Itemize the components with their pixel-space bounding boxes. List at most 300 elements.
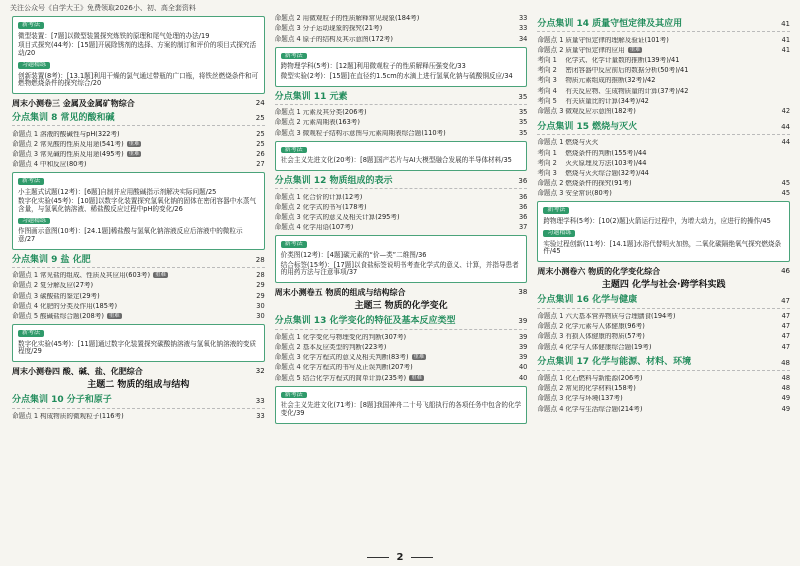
item-label: 考向 5 bbox=[537, 96, 557, 105]
section-heading[interactable]: 分点集训 8 常见的酸和碱 25 bbox=[12, 113, 265, 126]
item-label: 考向 3 bbox=[537, 169, 557, 178]
section-heading[interactable]: 分点集训 14 质量守恒定律及其应用 41 bbox=[537, 19, 790, 32]
list-item[interactable] bbox=[537, 138, 790, 148]
item-text-value: 有关反应物、生成物质量的计算(37考)/42 bbox=[565, 87, 689, 95]
item-label: 命题点 3 bbox=[274, 24, 301, 33]
list-item[interactable] bbox=[537, 35, 790, 45]
list-item[interactable] bbox=[537, 46, 790, 56]
item-page: 25 bbox=[256, 139, 265, 148]
item-text bbox=[565, 88, 774, 96]
item-page: 35 bbox=[518, 108, 528, 117]
item-text bbox=[40, 151, 249, 159]
item-text bbox=[40, 303, 249, 311]
item-page: 47 bbox=[781, 312, 791, 320]
item-text bbox=[565, 375, 774, 383]
box-line: 作图画示意图(10考)：[24.1题]稀盐酸与氢氧化钠溶液反应后溶液中的微粒示意/27 bbox=[18, 227, 243, 244]
item-label: 命题点 3 bbox=[537, 189, 564, 198]
list-item[interactable] bbox=[537, 66, 790, 76]
item-list bbox=[12, 412, 265, 422]
highlight-box bbox=[275, 47, 528, 87]
item-label: 命题点 2 bbox=[274, 118, 301, 127]
item-page: 30 bbox=[256, 301, 265, 310]
item-text-value: 化学元素与人体健康(96考) bbox=[565, 323, 645, 331]
list-item[interactable] bbox=[275, 343, 528, 353]
item-text-value: 酸碱盐综合题(208考) bbox=[40, 312, 104, 321]
list-item[interactable] bbox=[275, 34, 528, 44]
section-heading[interactable]: 分点集训 16 化学与健康 47 bbox=[537, 295, 790, 308]
item-label: 命题点 1 bbox=[537, 35, 564, 44]
item-text-value: 常见盐的组成、性质及其应用(603考) bbox=[40, 272, 151, 280]
item-text bbox=[565, 323, 774, 331]
list-item[interactable] bbox=[275, 373, 528, 383]
item-label: 命题点 4 bbox=[12, 301, 39, 310]
list-item[interactable] bbox=[12, 412, 265, 422]
item-text-value: 化学方程式的书写及正误判断(207考) bbox=[302, 364, 413, 372]
list-item[interactable] bbox=[537, 312, 790, 322]
item-page: 39 bbox=[518, 332, 528, 341]
list-item[interactable] bbox=[12, 281, 265, 291]
box-line: 微型实验(2考)：[15题]在直径约1.5cm的水滴上进行氢氧化钠与硫酸铜反应/34 bbox=[280, 72, 513, 81]
item-label: 命题点 2 bbox=[537, 384, 564, 393]
item-label: 命题点 2 bbox=[274, 202, 301, 211]
item-page: 39 bbox=[518, 353, 528, 362]
item-text-value: 碳酸盐的鉴定(29考) bbox=[40, 292, 100, 300]
item-page: 41 bbox=[781, 35, 791, 44]
item-text-value: 燃烧条件的判断(155考)/44 bbox=[565, 149, 647, 157]
item-text-value: 元素周期表(163考) bbox=[302, 119, 360, 127]
list-item[interactable] bbox=[537, 148, 790, 158]
list-item[interactable] bbox=[275, 363, 528, 373]
list-item[interactable] bbox=[12, 150, 265, 160]
key-point-badge: 重难 bbox=[128, 150, 140, 157]
item-page: 37 bbox=[518, 223, 528, 232]
weekly-test-heading[interactable]: 周末小测卷四 酸、碱、盐、化肥综合 32 bbox=[12, 366, 265, 376]
list-item[interactable] bbox=[275, 128, 528, 138]
item-page: 49 bbox=[781, 404, 791, 413]
item-text bbox=[40, 272, 249, 280]
item-page: 47 bbox=[781, 322, 791, 331]
item-text bbox=[40, 313, 249, 321]
key-point-badge: 重难 bbox=[411, 374, 422, 381]
item-label: 命题点 2 bbox=[274, 14, 301, 23]
item-list bbox=[537, 312, 790, 353]
item-label: 命题点 3 bbox=[537, 394, 564, 403]
item-text bbox=[303, 130, 512, 138]
item-text-value: 化石燃料与新能源(206考) bbox=[565, 375, 643, 383]
item-page: 29 bbox=[256, 291, 265, 300]
item-text bbox=[303, 344, 512, 352]
list-item[interactable] bbox=[537, 86, 790, 96]
item-label: 考向 2 bbox=[537, 158, 557, 167]
item-text bbox=[565, 406, 774, 414]
item-page: 39 bbox=[518, 343, 528, 352]
item-page: 34 bbox=[518, 34, 528, 43]
list-item[interactable] bbox=[537, 332, 790, 342]
list-item[interactable] bbox=[537, 159, 790, 169]
item-label: 命题点 4 bbox=[274, 223, 301, 232]
list-item[interactable] bbox=[275, 108, 528, 118]
list-item[interactable] bbox=[275, 118, 528, 128]
item-list bbox=[537, 374, 790, 415]
box-tag: 新考法 bbox=[18, 330, 44, 337]
item-text bbox=[565, 395, 774, 403]
list-item[interactable] bbox=[537, 107, 790, 117]
list-item[interactable] bbox=[12, 139, 265, 149]
item-list bbox=[275, 14, 528, 45]
item-text-value: 化学方程式的意义及相关判断(83考) bbox=[302, 354, 409, 362]
item-page: 45 bbox=[781, 179, 791, 188]
item-text bbox=[565, 77, 774, 85]
item-text bbox=[565, 190, 774, 198]
box-tag: 新考法 bbox=[543, 207, 569, 214]
box-tag: 新考法 bbox=[281, 241, 307, 248]
top-note: 关注公众号《自学大王》免费领取2026小、初、高全套资料 bbox=[10, 4, 196, 12]
item-text-value: 化学与环境(137考) bbox=[565, 395, 623, 403]
list-item[interactable] bbox=[537, 384, 790, 394]
item-text-value: 溶液的酸碱性与pH(322考) bbox=[40, 130, 120, 138]
item-label: 命题点 1 bbox=[12, 271, 39, 280]
item-label: 命题点 1 bbox=[537, 312, 564, 320]
item-label: 命题点 2 bbox=[12, 281, 39, 290]
list-item[interactable] bbox=[12, 129, 265, 139]
item-page: 30 bbox=[256, 312, 265, 321]
item-page: 27 bbox=[256, 160, 265, 169]
item-text-value: 化肥的分类及作用(185考) bbox=[40, 302, 118, 310]
item-label: 命题点 3 bbox=[274, 353, 301, 362]
item-page: 35 bbox=[518, 118, 528, 127]
item-text-value: 微观反应示意图(182考) bbox=[565, 107, 636, 115]
item-text-value: 燃烧条件的探究(91考) bbox=[565, 180, 632, 188]
box-line: 社会主义先进文化(71考)：[8题]我国神舟二十号飞船执行的各项任务中包含的化学变化/39 bbox=[280, 401, 522, 417]
list-item[interactable] bbox=[275, 223, 528, 233]
item-page: 36 bbox=[518, 213, 528, 221]
theme-title: 主题四 化学与社会·跨学科实践 bbox=[601, 280, 726, 291]
item-page: 26 bbox=[256, 149, 265, 158]
highlight-box bbox=[275, 386, 528, 424]
key-point-badge: 重难 bbox=[108, 312, 120, 319]
box-tag: 新考法 bbox=[281, 392, 307, 399]
item-label: 命题点 2 bbox=[12, 139, 39, 148]
box-line: 价类图(12考)：[4题]碳元素的“价—类”二维图/36 bbox=[280, 250, 427, 259]
item-page: 29 bbox=[256, 281, 265, 290]
list-item[interactable] bbox=[275, 192, 528, 202]
item-text-value: 基本反应类型的判断(223考) bbox=[302, 344, 387, 352]
box-line: 创新装置(8考)：[13.1题]利用干燥的氯气通过带瓶的广口瓶，将铁丝燃烧条件和可燃物燃烧条件的探究综合/20 bbox=[18, 71, 259, 88]
highlight-box bbox=[12, 16, 265, 94]
item-list bbox=[12, 271, 265, 322]
column-3 bbox=[537, 14, 790, 548]
section-heading[interactable]: 分点集训 15 燃烧与灭火 44 bbox=[537, 122, 790, 135]
list-item[interactable] bbox=[537, 374, 790, 384]
item-label: 命题点 1 bbox=[274, 332, 301, 341]
item-label: 命题点 1 bbox=[12, 129, 39, 138]
item-text-value: 化学式的书写(178考) bbox=[302, 203, 367, 211]
item-text-value: 化学用语(107考) bbox=[302, 224, 354, 232]
item-text bbox=[303, 204, 512, 212]
column-1 bbox=[12, 14, 265, 548]
list-item[interactable] bbox=[537, 189, 790, 199]
item-text bbox=[565, 160, 774, 168]
list-item[interactable] bbox=[12, 160, 265, 170]
item-text bbox=[40, 293, 249, 301]
item-text-value: 质量守恒定律的应用 bbox=[565, 46, 625, 54]
item-text bbox=[565, 313, 774, 321]
list-item[interactable] bbox=[537, 404, 790, 414]
key-point-badge: 重难 bbox=[128, 140, 140, 147]
item-text bbox=[303, 375, 512, 383]
box-line: 项目式探究(44考)：[15题]开展除锈剂的选择、方案的制订和评价的项目式探究活动/20 bbox=[18, 41, 257, 58]
item-label: 命题点 1 bbox=[12, 412, 39, 421]
item-page: 48 bbox=[781, 374, 791, 383]
item-text bbox=[565, 150, 774, 158]
item-text bbox=[303, 36, 512, 44]
item-text bbox=[40, 282, 249, 290]
item-page: 40 bbox=[518, 363, 528, 372]
weekly-test-heading[interactable]: 周末小测卷五 物质的组成与结构综合 38 bbox=[274, 287, 528, 297]
theme-title: 主题三 物质的化学变化 bbox=[354, 300, 448, 311]
box-line: 数字化实验(45考)：[11题]通过数字化装置探究碳酸钠溶液与氢氧化钠溶液的变质程度/29 bbox=[18, 339, 257, 356]
item-label: 考向 1 bbox=[537, 56, 557, 65]
item-text-value: 化学变化与物理变化的判断(307考) bbox=[302, 333, 407, 341]
item-text-value: 密闭容器中反应前后的数据分析(50考)/41 bbox=[565, 67, 689, 75]
highlight-box bbox=[12, 324, 265, 362]
box-line: 跨物理学科(5考)：[12题]利用微观粒子的性质解释压强变化/33 bbox=[280, 62, 466, 71]
box-line: 结合标签(15考)：[17题]以食盐标签说明书考查化学式的意义、计算，并指导患者的用药方法与注意事项/37 bbox=[280, 260, 519, 277]
list-item[interactable] bbox=[275, 333, 528, 343]
item-label: 命题点 4 bbox=[12, 160, 39, 169]
section-heading[interactable]: 分点集训 13 化学变化的特征及基本反应类型 39 bbox=[275, 316, 528, 329]
item-text-value: 化学与人体健康综合题(19考) bbox=[565, 343, 652, 351]
item-text bbox=[565, 67, 774, 75]
item-text-value: 化合价的计算(12考) bbox=[302, 193, 363, 201]
list-item[interactable] bbox=[275, 203, 528, 213]
list-item[interactable] bbox=[537, 322, 790, 332]
item-text bbox=[303, 224, 512, 232]
item-text-value: 微观粒子结构示意图与元素周期表综合题(110考) bbox=[302, 129, 446, 137]
item-text bbox=[303, 109, 512, 117]
item-text-value: 燃烧与灭火综合题(32考)/44 bbox=[565, 170, 649, 178]
list-item[interactable] bbox=[537, 342, 790, 352]
weekly-test-heading[interactable]: 周末小测卷三 金属及金属矿物综合 24 bbox=[12, 98, 265, 108]
item-text bbox=[303, 119, 512, 127]
key-point-badge: 重难 bbox=[413, 354, 425, 361]
key-point-badge: 重难 bbox=[155, 272, 166, 279]
box-tag: 新考法 bbox=[18, 22, 44, 29]
highlight-box bbox=[275, 235, 528, 283]
item-text bbox=[303, 214, 512, 222]
box-line: 数字化实验(45考)：[10题]以数字化装置探究氢氧化钠的固体在密闭容器中水蒸气含量，与氢氧化钠溶液、稀盐酸反应过程中pH的变化/26 bbox=[18, 197, 257, 213]
item-page: 25 bbox=[256, 129, 265, 138]
section-heading[interactable]: 分点集训 12 物质组成的表示 36 bbox=[275, 176, 528, 189]
item-page: 35 bbox=[518, 128, 528, 137]
item-text bbox=[40, 141, 249, 149]
highlight-box bbox=[275, 141, 528, 171]
item-text-value: 常见的化学材料(158考) bbox=[565, 385, 636, 393]
list-item[interactable] bbox=[12, 291, 265, 301]
list-item[interactable] bbox=[275, 213, 528, 223]
item-label: 考向 2 bbox=[537, 66, 557, 75]
item-text-value: 化学式、化学计量数的推断(139考)/41 bbox=[565, 57, 680, 65]
item-text-value: 中和反应(80考) bbox=[40, 161, 87, 169]
item-page: 49 bbox=[781, 394, 791, 403]
item-text bbox=[303, 334, 512, 342]
item-text bbox=[303, 25, 512, 33]
item-label: 考向 4 bbox=[537, 86, 557, 95]
item-text bbox=[40, 131, 249, 139]
list-item[interactable] bbox=[537, 169, 790, 179]
list-item[interactable] bbox=[275, 353, 528, 363]
item-label: 命题点 1 bbox=[537, 374, 564, 383]
item-text-value: 灭火原理及方法(103考)/44 bbox=[565, 159, 647, 167]
item-text bbox=[565, 333, 774, 341]
item-text-value: 用微观粒子的性质解释常见现象(184考) bbox=[302, 15, 420, 23]
item-label: 命题点 2 bbox=[274, 343, 301, 352]
item-label: 命题点 2 bbox=[537, 322, 564, 331]
item-text bbox=[565, 37, 774, 45]
key-point-badge: 重难 bbox=[629, 46, 641, 53]
item-label: 命题点 4 bbox=[274, 34, 301, 43]
item-page: 33 bbox=[518, 24, 528, 33]
item-text-value: 复分解反应(27考) bbox=[40, 282, 94, 290]
item-text-value: 燃烧与灭火 bbox=[565, 139, 599, 147]
item-label: 命题点 3 bbox=[274, 213, 301, 221]
item-page: 33 bbox=[256, 412, 265, 421]
list-item[interactable] bbox=[12, 302, 265, 312]
item-page: 47 bbox=[781, 332, 791, 341]
box-line: 微型装置：[7题]以微型装置探究炼铁的原理和尾气处理的办法/19 bbox=[18, 31, 210, 40]
item-text-value: 质量守恒定律的理解及验证(101考) bbox=[565, 36, 669, 44]
item-text-value: 结合化学方程式的简单计算(235考) bbox=[302, 374, 407, 382]
theme-title: 主题二 物质的组成与结构 bbox=[87, 380, 190, 391]
highlight-box bbox=[12, 172, 265, 250]
item-text bbox=[565, 108, 774, 116]
list-item[interactable] bbox=[537, 56, 790, 66]
weekly-test-heading[interactable]: 周末小测卷六 物质的化学变化综合 46 bbox=[537, 266, 791, 276]
section-heading[interactable]: 分点集训 9 盐 化肥 28 bbox=[12, 255, 265, 268]
box-tag: 习题精练 bbox=[18, 218, 50, 225]
box-line: 实验过程创新(11考)：[14.1题]水浴代替明火加热，二氧化碳隔绝氧气探究燃烧条件/45 bbox=[543, 239, 782, 256]
item-text bbox=[40, 413, 249, 421]
item-label: 命题点 3 bbox=[274, 128, 301, 137]
item-label: 命题点 4 bbox=[537, 342, 564, 351]
item-text bbox=[565, 57, 774, 65]
item-page: 41 bbox=[781, 45, 791, 54]
item-list bbox=[275, 108, 528, 139]
item-label: 命题点 3 bbox=[537, 332, 564, 341]
item-text-value: 有损人体健康的物质(57考) bbox=[565, 333, 645, 341]
section-heading[interactable]: 分点集训 11 元素 35 bbox=[275, 92, 528, 105]
list-item[interactable] bbox=[275, 24, 528, 34]
list-item[interactable] bbox=[275, 14, 528, 24]
item-page: 45 bbox=[781, 189, 791, 198]
item-list bbox=[275, 192, 528, 233]
item-label: 命题点 1 bbox=[274, 108, 301, 117]
item-text bbox=[565, 98, 774, 106]
section-heading[interactable]: 分点集训 10 分子和原子 33 bbox=[12, 395, 265, 408]
item-page: 33 bbox=[518, 14, 528, 23]
item-label: 命题点 3 bbox=[12, 149, 39, 158]
item-page: 48 bbox=[781, 384, 791, 393]
item-text bbox=[565, 139, 774, 147]
item-text bbox=[565, 47, 774, 55]
item-page: 28 bbox=[256, 271, 265, 280]
page-number: 2 bbox=[0, 552, 800, 563]
item-text-value: 化学与生活综合题(214考) bbox=[565, 405, 643, 413]
item-page: 36 bbox=[518, 202, 528, 211]
item-label: 命题点 4 bbox=[274, 363, 301, 372]
item-label: 考向 3 bbox=[537, 76, 557, 85]
item-text bbox=[303, 194, 512, 202]
item-text-value: 常见酸的性质及用途(541考) bbox=[40, 140, 124, 148]
item-text bbox=[303, 354, 512, 362]
item-text-value: 有关质量比的计算(34考)/42 bbox=[565, 97, 649, 105]
item-page: 44 bbox=[781, 138, 791, 147]
item-page: 42 bbox=[781, 106, 791, 115]
item-list bbox=[12, 129, 265, 170]
item-label: 考向 1 bbox=[537, 148, 557, 157]
item-text-value: 六大基本营养物质与合理膳食(194考) bbox=[565, 313, 676, 320]
item-text-value: 原子的结构及其示意图(172考) bbox=[302, 35, 393, 43]
item-list bbox=[537, 138, 790, 199]
item-label: 命题点 5 bbox=[12, 312, 39, 321]
item-text bbox=[40, 161, 249, 169]
list-item[interactable] bbox=[537, 179, 790, 189]
item-list bbox=[537, 35, 790, 117]
item-page: 36 bbox=[518, 192, 528, 201]
box-line: 跨物理学科(5考)：[10(2)题]火箭运行过程中，为增大动力，应进行的操作/45 bbox=[543, 217, 771, 226]
box-tag: 习题精练 bbox=[543, 230, 575, 237]
box-line: 社会主义先进文化(20考)：[8题]国产芯片与AI大模型融合发展的半导体材料/35 bbox=[280, 156, 512, 165]
item-text-value: 元素及其分类(206考) bbox=[302, 109, 367, 117]
list-item[interactable] bbox=[537, 76, 790, 86]
list-item[interactable] bbox=[12, 271, 265, 281]
list-item[interactable] bbox=[537, 96, 790, 106]
column-2 bbox=[275, 14, 528, 548]
item-text bbox=[565, 385, 774, 393]
list-item[interactable] bbox=[12, 312, 265, 322]
item-text bbox=[303, 15, 512, 23]
box-tag: 新考法 bbox=[18, 178, 44, 185]
item-label: 命题点 4 bbox=[537, 404, 564, 413]
item-text-value: 安全常识(80考) bbox=[565, 190, 612, 198]
item-text-value: 分子运动现象的探究(21考) bbox=[302, 25, 383, 33]
item-label: 命题点 1 bbox=[537, 138, 564, 147]
item-text-value: 化学式的意义及相关计算(295考) bbox=[302, 214, 400, 221]
item-label: 命题点 1 bbox=[274, 192, 301, 201]
item-text-value: 构成物质的微观粒子(116考) bbox=[40, 413, 124, 421]
item-text bbox=[565, 180, 774, 188]
item-text-value: 常见碱的性质及用途(495考) bbox=[40, 150, 124, 158]
list-item[interactable] bbox=[537, 394, 790, 404]
item-label: 命题点 3 bbox=[537, 106, 564, 115]
item-text bbox=[303, 364, 512, 372]
item-text-value: 物质元素组成的推断(32考)/42 bbox=[565, 77, 656, 85]
item-list bbox=[275, 333, 528, 384]
item-text bbox=[565, 344, 774, 352]
highlight-box bbox=[537, 201, 790, 262]
section-heading[interactable]: 分点集训 17 化学与能源、材料、环境 48 bbox=[537, 357, 790, 370]
item-label: 命题点 2 bbox=[537, 45, 564, 54]
item-page: 47 bbox=[781, 342, 791, 351]
item-page: 40 bbox=[518, 373, 528, 382]
item-label: 命题点 5 bbox=[274, 373, 301, 382]
box-tag: 习题精练 bbox=[18, 62, 50, 69]
box-tag: 新考法 bbox=[281, 147, 307, 154]
item-label: 命题点 3 bbox=[12, 291, 39, 300]
box-tag: 新考法 bbox=[281, 53, 307, 60]
item-text bbox=[565, 170, 774, 178]
item-label: 命题点 2 bbox=[537, 179, 564, 188]
